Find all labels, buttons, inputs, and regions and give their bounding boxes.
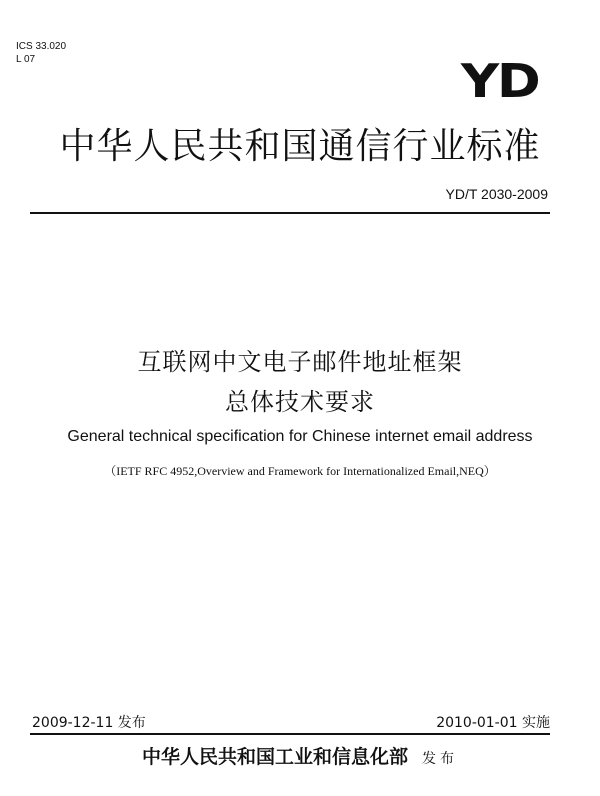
publisher — [0, 742, 600, 769]
bottom-divider — [30, 733, 550, 735]
english-title: General technical specification for Chinese internet email address — [67, 428, 533, 445]
standard-number: YD/T 2030-2009 — [445, 186, 548, 202]
implementation-date: 2010-01-01 实施 — [436, 715, 550, 731]
publisher-action: 发布 — [422, 751, 458, 767]
ics-code: ICS 33.020 — [16, 41, 67, 52]
issue-date: 2009-12-11 发布 — [32, 715, 146, 731]
yd-logo: YD — [460, 54, 538, 108]
document-title-line2: 总体技术要求 — [225, 388, 375, 416]
ccs-code: L 07 — [16, 54, 36, 65]
top-divider — [30, 212, 550, 214]
publisher-organization: 中华人民共和国工业和信息化部 — [141, 746, 408, 768]
document-title-line1: 互联网中文电子邮件地址框架 — [137, 348, 463, 376]
classification-codes — [16, 40, 66, 66]
standard-category-title: 中华人民共和国通信行业标准 — [59, 126, 541, 167]
english-subtitle: （IETF RFC 4952,Overview and Framework for Internationalized Email,NEQ） — [104, 464, 496, 478]
